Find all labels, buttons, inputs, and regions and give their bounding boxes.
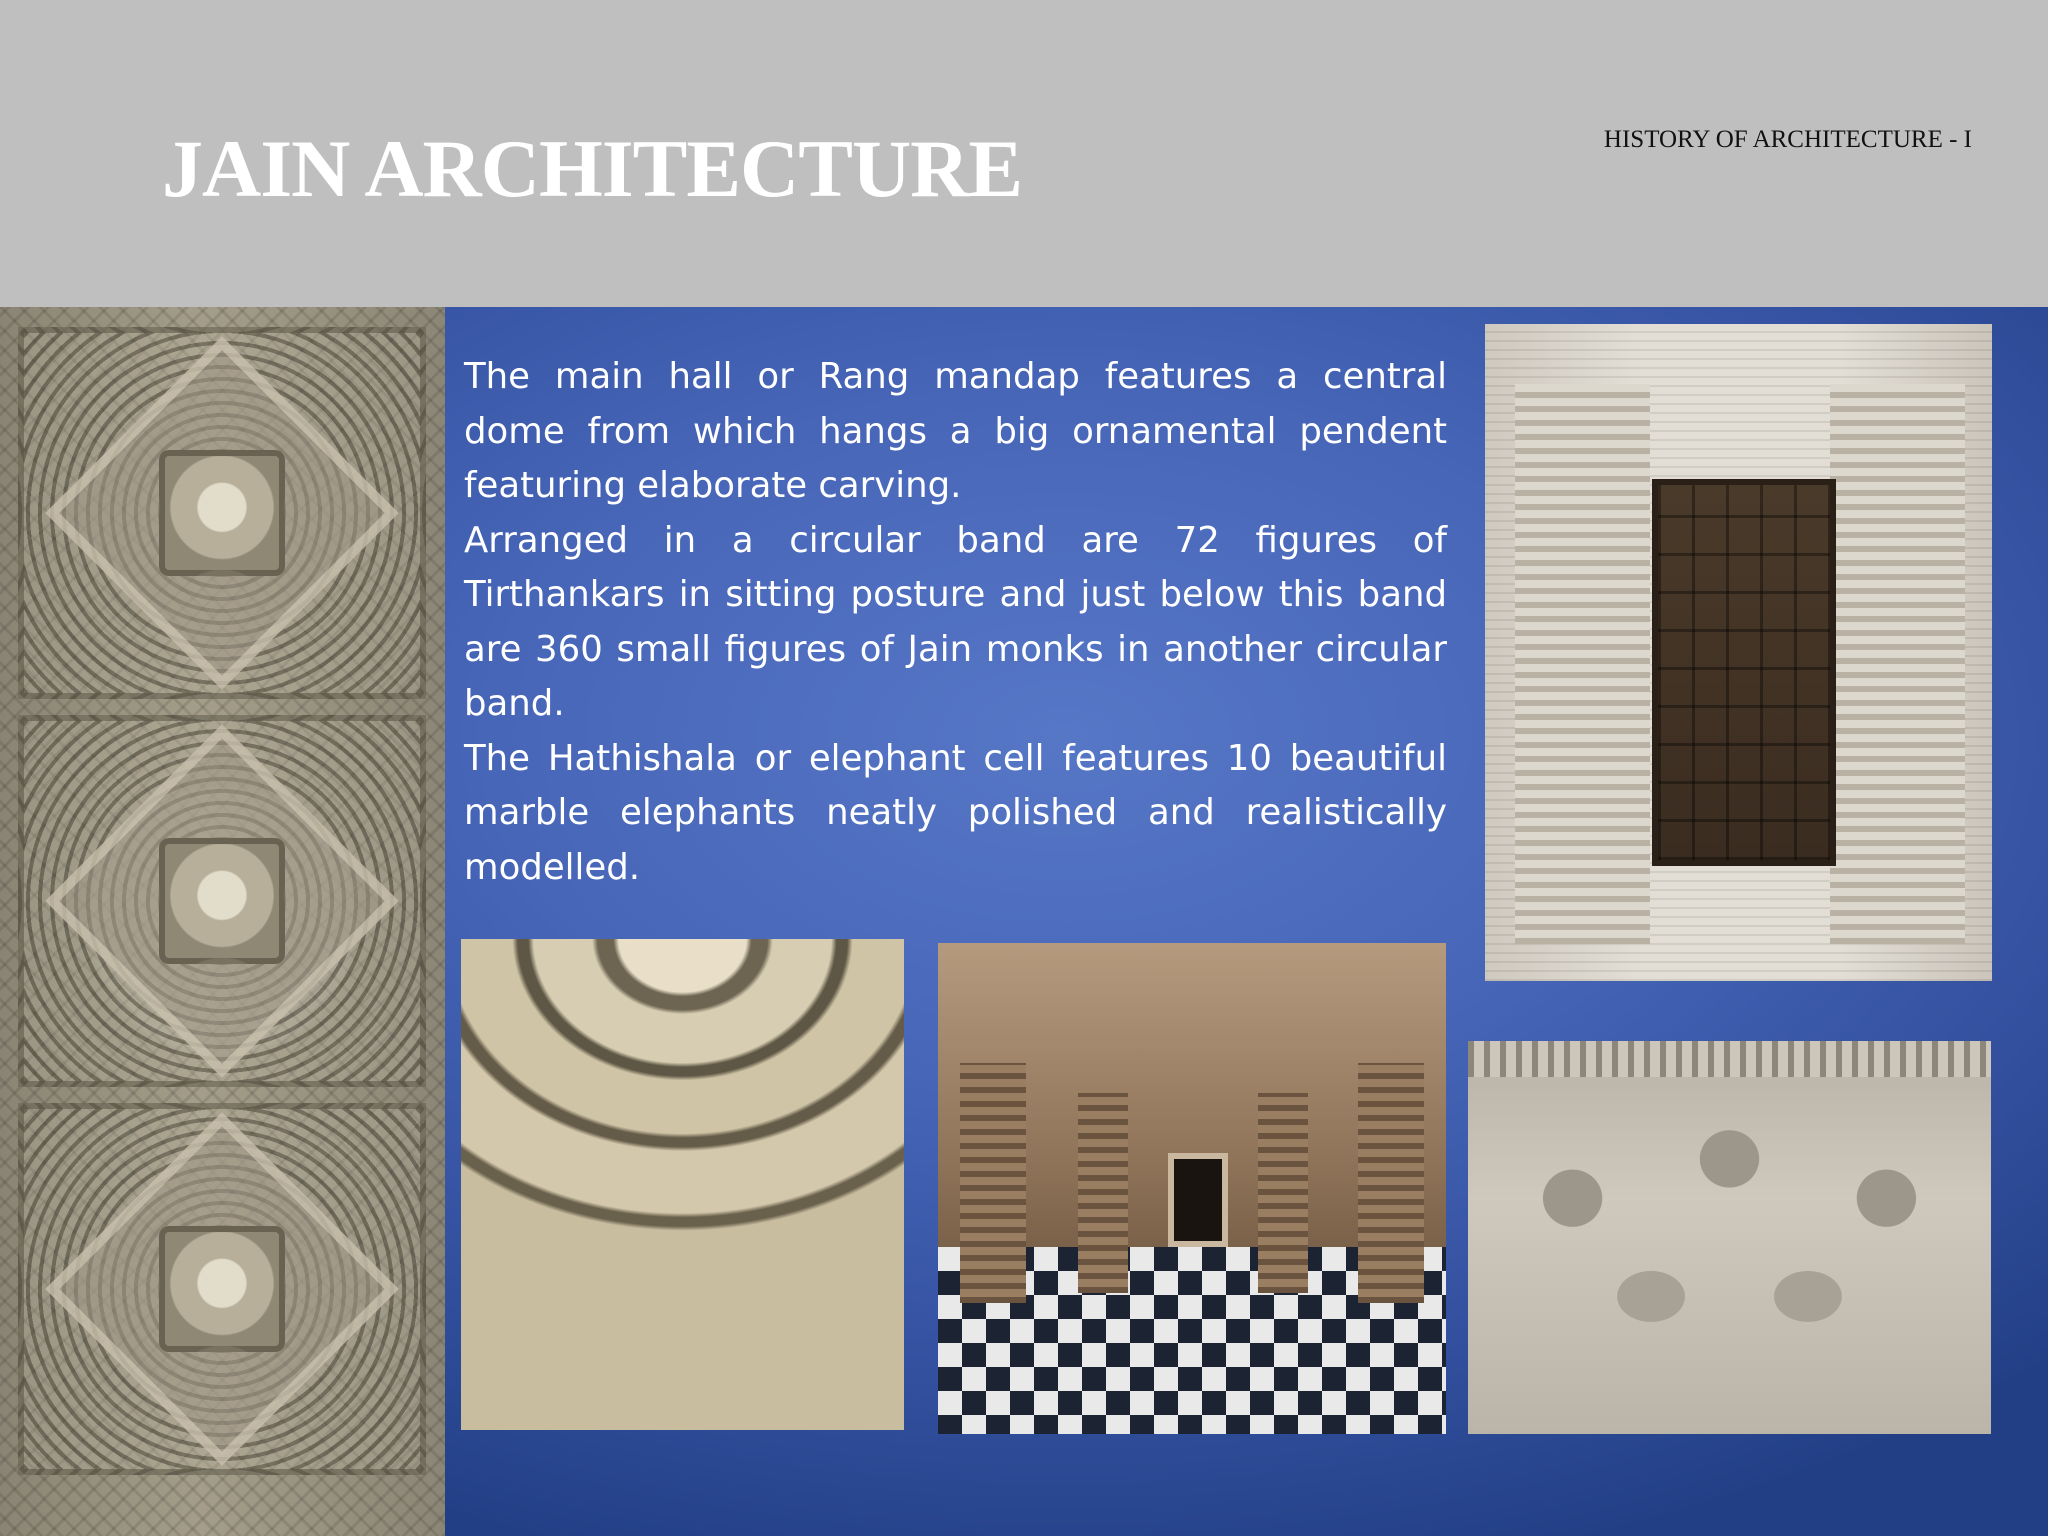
carved-column: [1830, 384, 1900, 944]
marble-relief-photo: [1468, 1041, 1991, 1434]
paragraph-rang-mandap: The main hall or Rang mandap features a central dome from which hangs a big ornamental pendent featuring elaborate carving.: [464, 356, 1447, 506]
carved-medallion: [159, 450, 285, 576]
carved-column: [1515, 384, 1585, 944]
carved-column: [1580, 384, 1650, 944]
carved-pillar: [1358, 1063, 1424, 1303]
carved-panel: [18, 715, 426, 1087]
carved-column: [1895, 384, 1965, 944]
paragraph-tirthankars: Arranged in a circular band are 72 figures of Tirthankars in sitting posture and just below this band are 360 small figures of Jain monks in another circular band.: [464, 519, 1447, 724]
slide-title: JAIN ARCHITECTURE: [162, 123, 1023, 214]
carved-panel: [18, 1103, 426, 1475]
course-label: HISTORY OF ARCHITECTURE - I: [1603, 126, 1972, 153]
carved-pillar: [960, 1063, 1026, 1303]
carved-pillar: [1258, 1093, 1308, 1293]
temple-interior-photo: [938, 943, 1446, 1434]
carved-pillar: [1078, 1093, 1128, 1293]
dome-ceiling-photo: [461, 939, 904, 1430]
carved-stone-ceiling-image: [0, 307, 445, 1536]
carved-band: [1468, 1041, 1991, 1077]
body-text: [464, 350, 1447, 895]
carved-medallion: [159, 1226, 285, 1352]
paragraph-hathishala: The Hathishala or elephant cell features 10 beautiful marble elephants neatly polished and realistically modelled.: [464, 737, 1447, 888]
inner-doorway: [1168, 1153, 1228, 1247]
wooden-door: [1652, 479, 1836, 866]
carved-panel: [18, 327, 426, 699]
temple-doorway-photo: [1485, 324, 1992, 981]
carved-medallion: [159, 838, 285, 964]
slide-header: [0, 0, 2048, 307]
